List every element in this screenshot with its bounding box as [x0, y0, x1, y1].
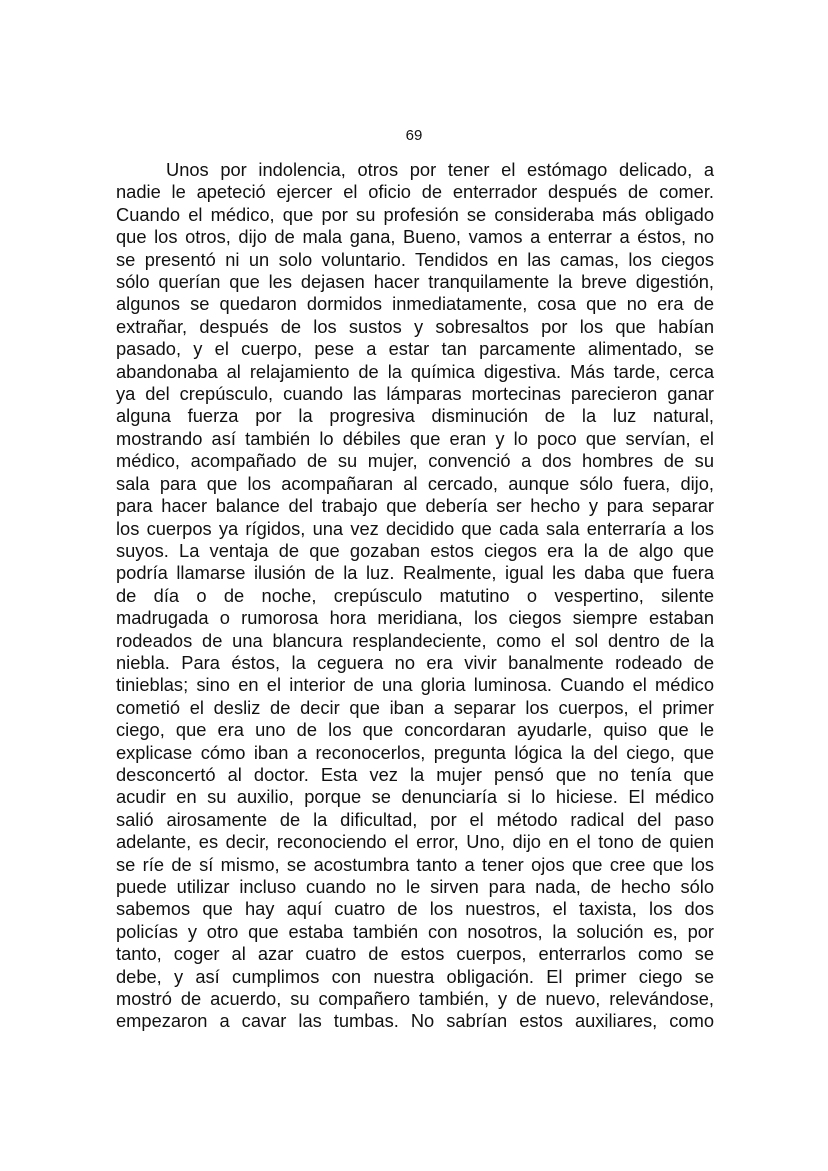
text-line: mostró de acuerdo, su compañero también, y de nuevo, relevándose,: [116, 988, 714, 1010]
text-line: puede utilizar incluso cuando no le sirven para nada, de hecho sólo: [116, 876, 714, 897]
text-line: nadie le apeteció ejercer el oficio de enterrador después de comer.: [116, 181, 714, 203]
text-line: que los otros, dijo de mala gana, Bueno, vamos a enterrar a éstos, no: [116, 226, 714, 248]
text-line: acudir en su auxilio, porque se denunciaría si lo hiciese. El médico: [116, 786, 714, 808]
text-line: salió airosamente de la dificultad, por el método radical del paso: [116, 808, 714, 830]
text-line: niebla. Para éstos, la ceguera no era vivir banalmente rodeado de: [116, 651, 714, 673]
text-line: rodeados de una blancura resplandeciente, como el sol dentro de la: [116, 629, 714, 651]
text-line: Unos por indolencia, otros por tener el estómago delicado, a: [166, 159, 714, 180]
text-line: los cuerpos ya rígidos, una vez decidido que cada sala enterraría a los: [116, 517, 714, 539]
body-paragraph: [116, 159, 714, 1033]
text-line: desconcertó al doctor. Esta vez la mujer pensó que no tenía que: [116, 763, 714, 785]
text-line: sabemos que hay aquí cuatro de los nuestros, el taxista, los dos: [116, 898, 714, 920]
text-line: madrugada o rumorosa hora meridiana, los ciegos siempre estaban: [116, 607, 714, 629]
text-line: sala para que los acompañaran al cercado, aunque sólo fuera, dijo,: [116, 472, 714, 494]
text-line: pasado, y el cuerpo, pese a estar tan parcamente alimentado, se: [116, 338, 714, 360]
text-line: suyos. La ventaja de que gozaban estos ciegos era la de algo que: [116, 539, 714, 561]
text-line: cometió el desliz de decir que iban a separar los cuerpos, el primer: [116, 696, 714, 718]
text-line: extrañar, después de los sustos y sobresaltos por los que habían: [116, 315, 714, 337]
text-line: policías y otro que estaba también con nosotros, la solución es, por: [116, 920, 714, 942]
text-line: ciego, que era uno de los que concordaran ayudarle, quiso que le: [116, 719, 714, 741]
text-line: Cuando el médico, que por su profesión se consideraba más obligado: [116, 203, 714, 225]
text-line: mostrando así también lo débiles que eran y lo poco que servían, el: [116, 427, 714, 449]
text-line: alguna fuerza por la progresiva disminución de la luz natural,: [116, 405, 714, 427]
text-line: sólo querían que les dejasen hacer tranquilamente la breve digestión,: [116, 271, 714, 293]
text-line: algunos se quedaron dormidos inmediatamente, cosa que no era de: [116, 293, 714, 315]
text-line: empezaron a cavar las tumbas. No sabrían estos auxiliares, como: [116, 1010, 714, 1032]
text-line: debe, y así cumplimos con nuestra obligación. El primer ciego se: [116, 965, 714, 987]
text-line: se presentó ni un solo voluntario. Tendidos en las camas, los ciegos: [116, 248, 714, 270]
page-number: 69: [405, 127, 423, 144]
text-line: médico, acompañado de su mujer, convenció a dos hombres de su: [116, 450, 714, 472]
text-line: ya del crepúsculo, cuando las lámparas mortecinas parecieron ganar: [116, 383, 714, 405]
text-line: de día o de noche, crepúsculo matutino o vespertino, silente: [116, 584, 714, 606]
text-line: adelante, es decir, reconociendo el error, Uno, dijo en el tono de quien: [116, 831, 714, 853]
text-line: explicase cómo iban a reconocerlos, pregunta lógica la del ciego, que: [116, 741, 714, 763]
text-line: abandonaba al relajamiento de la química digestiva. Más tarde, cerca: [116, 360, 714, 382]
text-line: para hacer balance del trabajo que debería ser hecho y para separar: [116, 495, 714, 517]
text-line: tanto, coger al azar cuatro de estos cuerpos, enterrarlos como se: [116, 943, 714, 965]
text-line: podría llamarse ilusión de la luz. Realmente, igual les daba que fuera: [116, 562, 714, 584]
text-line: tinieblas; sino en el interior de una gloria luminosa. Cuando el médico: [116, 674, 714, 696]
text-line: se ríe de sí mismo, se acostumbra tanto a tener ojos que cree que los: [116, 853, 714, 875]
